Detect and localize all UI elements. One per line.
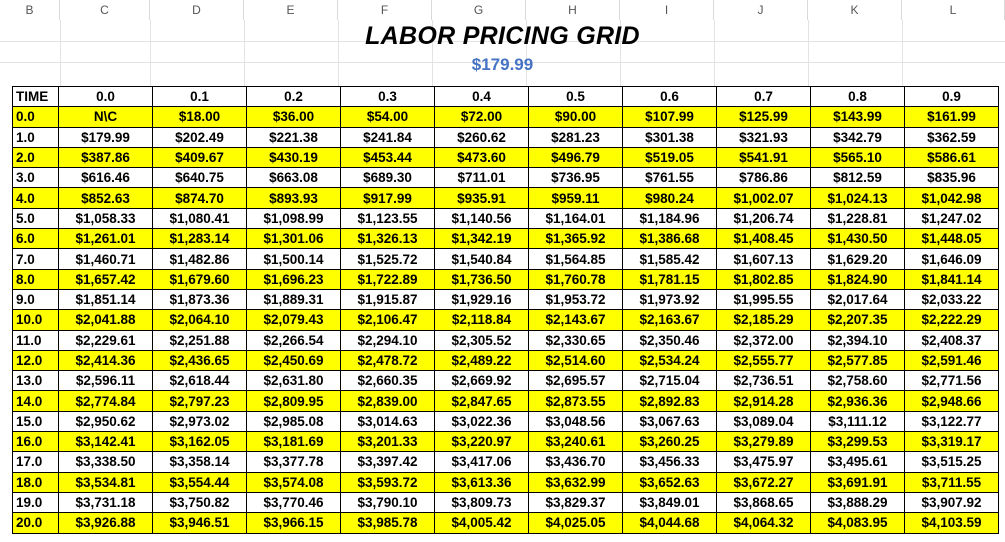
time-cell[interactable]: 4.0: [13, 188, 59, 208]
price-cell[interactable]: $2,534.24: [623, 350, 717, 370]
price-cell[interactable]: $3,632.99: [529, 472, 623, 492]
price-cell[interactable]: $980.24: [623, 188, 717, 208]
column-letter-g[interactable]: G: [432, 0, 526, 20]
time-cell[interactable]: 20.0: [13, 513, 59, 533]
price-cell[interactable]: $519.05: [623, 147, 717, 167]
table-row: [13, 147, 999, 167]
price-cell[interactable]: $1,607.13: [717, 249, 811, 269]
price-cell[interactable]: $2,736.51: [717, 371, 811, 391]
price-cell[interactable]: $1,184.96: [623, 208, 717, 228]
price-cell[interactable]: $1,679.60: [153, 269, 247, 289]
price-cell[interactable]: $321.93: [717, 127, 811, 147]
price-cell[interactable]: $3,613.36: [435, 472, 529, 492]
column-letter-h[interactable]: H: [526, 0, 620, 20]
price-cell[interactable]: $2,266.54: [247, 330, 341, 350]
price-cell[interactable]: $2,695.57: [529, 371, 623, 391]
price-cell[interactable]: $2,143.67: [529, 310, 623, 330]
price-cell[interactable]: $1,824.90: [811, 269, 905, 289]
table-row: [13, 310, 999, 330]
price-cell[interactable]: $3,809.73: [435, 492, 529, 512]
table-row: [13, 188, 999, 208]
price-cell[interactable]: $4,064.32: [717, 513, 811, 533]
price-cell[interactable]: $2,618.44: [153, 371, 247, 391]
table-row: [13, 107, 999, 127]
price-cell[interactable]: $2,041.88: [59, 310, 153, 330]
price-cell[interactable]: $3,534.81: [59, 472, 153, 492]
price-cell[interactable]: $3,022.36: [435, 411, 529, 431]
price-cell[interactable]: $711.01: [435, 168, 529, 188]
table-row: [13, 229, 999, 249]
price-cell[interactable]: $1,342.19: [435, 229, 529, 249]
price-cell[interactable]: $2,033.22: [905, 289, 999, 309]
price-cell[interactable]: $3,436.70: [529, 452, 623, 472]
price-cell[interactable]: $3,888.29: [811, 492, 905, 512]
price-cell[interactable]: $1,301.06: [247, 229, 341, 249]
price-cell[interactable]: $586.61: [905, 147, 999, 167]
price-cell[interactable]: $1,973.92: [623, 289, 717, 309]
price-cell[interactable]: $2,106.47: [341, 310, 435, 330]
price-cell[interactable]: $3,711.55: [905, 472, 999, 492]
price-cell[interactable]: $812.59: [811, 168, 905, 188]
price-cell[interactable]: $3,142.41: [59, 432, 153, 452]
price-cell[interactable]: $179.99: [59, 127, 153, 147]
price-cell[interactable]: $1,283.14: [153, 229, 247, 249]
price-cell[interactable]: $2,873.55: [529, 391, 623, 411]
price-cell[interactable]: $3,048.56: [529, 411, 623, 431]
price-cell[interactable]: $917.99: [341, 188, 435, 208]
table-row: [13, 492, 999, 512]
price-cell[interactable]: $387.86: [59, 147, 153, 167]
price-cell[interactable]: $241.84: [341, 127, 435, 147]
base-rate: $179.99: [471, 55, 534, 74]
price-cell[interactable]: $3,417.06: [435, 452, 529, 472]
price-cell[interactable]: $2,064.10: [153, 310, 247, 330]
price-cell[interactable]: $3,111.12: [811, 411, 905, 431]
tenth-header[interactable]: 0.4: [435, 87, 529, 107]
price-cell[interactable]: $1,696.23: [247, 269, 341, 289]
price-cell[interactable]: $202.49: [153, 127, 247, 147]
price-cell[interactable]: $2,555.77: [717, 350, 811, 370]
time-cell[interactable]: 0.0: [13, 107, 59, 127]
price-cell[interactable]: $54.00: [341, 107, 435, 127]
price-cell[interactable]: $1,841.14: [905, 269, 999, 289]
price-cell[interactable]: $3,926.88: [59, 513, 153, 533]
price-cell[interactable]: $3,731.18: [59, 492, 153, 512]
price-cell[interactable]: $362.59: [905, 127, 999, 147]
time-cell[interactable]: 12.0: [13, 350, 59, 370]
time-cell[interactable]: 18.0: [13, 472, 59, 492]
price-cell[interactable]: $3,181.69: [247, 432, 341, 452]
table-row: [13, 168, 999, 188]
price-cell[interactable]: $2,847.65: [435, 391, 529, 411]
price-cell[interactable]: $1,781.15: [623, 269, 717, 289]
column-letter-d[interactable]: D: [150, 0, 244, 20]
price-cell[interactable]: $1,460.71: [59, 249, 153, 269]
time-cell[interactable]: 16.0: [13, 432, 59, 452]
price-cell[interactable]: $473.60: [435, 147, 529, 167]
price-cell[interactable]: $1,408.45: [717, 229, 811, 249]
time-cell[interactable]: 9.0: [13, 289, 59, 309]
price-cell[interactable]: $1,164.01: [529, 208, 623, 228]
price-cell[interactable]: $2,450.69: [247, 350, 341, 370]
price-cell[interactable]: $2,809.95: [247, 391, 341, 411]
price-cell[interactable]: $2,118.84: [435, 310, 529, 330]
price-cell[interactable]: $3,593.72: [341, 472, 435, 492]
time-cell[interactable]: 13.0: [13, 371, 59, 391]
tenth-header[interactable]: 0.8: [811, 87, 905, 107]
column-letter-f[interactable]: F: [338, 0, 432, 20]
price-cell[interactable]: $3,574.08: [247, 472, 341, 492]
price-cell[interactable]: $2,758.60: [811, 371, 905, 391]
price-cell[interactable]: $1,802.85: [717, 269, 811, 289]
price-cell[interactable]: $1,736.50: [435, 269, 529, 289]
price-cell[interactable]: $90.00: [529, 107, 623, 127]
table-row: [13, 391, 999, 411]
column-header-bar: [0, 0, 1005, 21]
table-row: [13, 513, 999, 533]
price-cell[interactable]: $2,914.28: [717, 391, 811, 411]
price-cell[interactable]: $2,294.10: [341, 330, 435, 350]
price-cell[interactable]: $874.70: [153, 188, 247, 208]
price-cell[interactable]: $1,953.72: [529, 289, 623, 309]
price-cell[interactable]: $3,946.51: [153, 513, 247, 533]
price-cell[interactable]: $2,330.65: [529, 330, 623, 350]
price-cell[interactable]: $786.86: [717, 168, 811, 188]
tenth-header[interactable]: 0.7: [717, 87, 811, 107]
price-cell[interactable]: $689.30: [341, 168, 435, 188]
price-cell[interactable]: $2,892.83: [623, 391, 717, 411]
price-cell[interactable]: $2,771.56: [905, 371, 999, 391]
price-cell[interactable]: $565.10: [811, 147, 905, 167]
tenth-header[interactable]: 0.3: [341, 87, 435, 107]
price-cell[interactable]: $2,591.46: [905, 350, 999, 370]
price-cell[interactable]: $2,163.67: [623, 310, 717, 330]
price-cell[interactable]: $2,936.36: [811, 391, 905, 411]
column-letter-e[interactable]: E: [244, 0, 338, 20]
price-cell[interactable]: $3,966.15: [247, 513, 341, 533]
price-cell[interactable]: $2,715.04: [623, 371, 717, 391]
price-cell[interactable]: $3,377.78: [247, 452, 341, 472]
price-cell[interactable]: $3,162.05: [153, 432, 247, 452]
price-cell[interactable]: $2,079.43: [247, 310, 341, 330]
time-cell[interactable]: 17.0: [13, 452, 59, 472]
price-cell[interactable]: $1,326.13: [341, 229, 435, 249]
price-cell[interactable]: $4,044.68: [623, 513, 717, 533]
price-cell[interactable]: $143.99: [811, 107, 905, 127]
price-cell[interactable]: $3,907.92: [905, 492, 999, 512]
price-cell[interactable]: $1,002.07: [717, 188, 811, 208]
price-cell[interactable]: $1,646.09: [905, 249, 999, 269]
table-row: [13, 330, 999, 350]
price-cell[interactable]: $1,098.99: [247, 208, 341, 228]
price-cell[interactable]: $3,829.37: [529, 492, 623, 512]
price-cell[interactable]: $3,067.63: [623, 411, 717, 431]
column-letter-l[interactable]: L: [902, 0, 1005, 20]
price-cell[interactable]: $2,660.35: [341, 371, 435, 391]
header-row: [13, 87, 999, 107]
price-cell[interactable]: $107.99: [623, 107, 717, 127]
table-row: [13, 452, 999, 472]
price-cell[interactable]: $3,299.53: [811, 432, 905, 452]
tenth-header[interactable]: 0.1: [153, 87, 247, 107]
tenth-header[interactable]: 0.0: [59, 87, 153, 107]
price-cell[interactable]: $1,206.74: [717, 208, 811, 228]
price-cell[interactable]: $663.08: [247, 168, 341, 188]
price-cell[interactable]: $2,017.64: [811, 289, 905, 309]
table-row: [13, 432, 999, 452]
price-cell[interactable]: $1,247.02: [905, 208, 999, 228]
price-cell[interactable]: $3,691.91: [811, 472, 905, 492]
price-cell[interactable]: $959.11: [529, 188, 623, 208]
price-cell[interactable]: $3,338.50: [59, 452, 153, 472]
table-row: [13, 269, 999, 289]
price-cell[interactable]: $1,123.55: [341, 208, 435, 228]
time-cell[interactable]: 2.0: [13, 147, 59, 167]
price-cell[interactable]: $2,207.35: [811, 310, 905, 330]
price-cell[interactable]: $3,652.63: [623, 472, 717, 492]
price-cell[interactable]: $2,394.10: [811, 330, 905, 350]
price-cell[interactable]: $2,478.72: [341, 350, 435, 370]
price-cell[interactable]: $125.99: [717, 107, 811, 127]
price-cell[interactable]: $893.93: [247, 188, 341, 208]
table-row: [13, 472, 999, 492]
price-cell[interactable]: $4,103.59: [905, 513, 999, 533]
table-row: [13, 350, 999, 370]
price-cell[interactable]: N\C: [59, 107, 153, 127]
time-cell[interactable]: 1.0: [13, 127, 59, 147]
price-cell[interactable]: $4,083.95: [811, 513, 905, 533]
table-row: [13, 371, 999, 391]
price-cell[interactable]: $2,774.84: [59, 391, 153, 411]
price-cell[interactable]: $1,500.14: [247, 249, 341, 269]
price-cell[interactable]: $2,251.88: [153, 330, 247, 350]
price-cell[interactable]: $1,873.36: [153, 289, 247, 309]
column-letter-j[interactable]: J: [714, 0, 808, 20]
price-cell[interactable]: $3,014.63: [341, 411, 435, 431]
price-cell[interactable]: $453.44: [341, 147, 435, 167]
time-header[interactable]: TIME: [13, 87, 59, 107]
column-letter-b[interactable]: B: [0, 0, 60, 20]
price-cell[interactable]: $1,585.42: [623, 249, 717, 269]
table-row: [13, 249, 999, 269]
time-cell[interactable]: 7.0: [13, 249, 59, 269]
price-cell[interactable]: $2,948.66: [905, 391, 999, 411]
price-cell[interactable]: $1,995.55: [717, 289, 811, 309]
price-cell[interactable]: $4,005.42: [435, 513, 529, 533]
price-cell[interactable]: $2,305.52: [435, 330, 529, 350]
price-cell[interactable]: $2,436.65: [153, 350, 247, 370]
price-cell[interactable]: $3,456.33: [623, 452, 717, 472]
price-cell[interactable]: $2,950.62: [59, 411, 153, 431]
column-letter-c[interactable]: C: [60, 0, 150, 20]
labor-pricing-table: [12, 86, 999, 534]
price-cell[interactable]: $2,185.29: [717, 310, 811, 330]
price-cell[interactable]: $1,024.13: [811, 188, 905, 208]
price-cell[interactable]: $736.95: [529, 168, 623, 188]
price-cell[interactable]: $3,201.33: [341, 432, 435, 452]
price-cell[interactable]: $2,229.61: [59, 330, 153, 350]
price-cell[interactable]: $3,790.10: [341, 492, 435, 512]
time-cell[interactable]: 8.0: [13, 269, 59, 289]
price-cell[interactable]: $835.96: [905, 168, 999, 188]
price-cell[interactable]: $2,669.92: [435, 371, 529, 391]
tenth-header[interactable]: 0.5: [529, 87, 623, 107]
price-cell[interactable]: $3,358.14: [153, 452, 247, 472]
price-cell[interactable]: $640.75: [153, 168, 247, 188]
price-cell[interactable]: $260.62: [435, 127, 529, 147]
price-cell[interactable]: $1,042.98: [905, 188, 999, 208]
price-cell[interactable]: $342.79: [811, 127, 905, 147]
price-cell[interactable]: $1,657.42: [59, 269, 153, 289]
price-cell[interactable]: $1,058.33: [59, 208, 153, 228]
price-cell[interactable]: $2,350.46: [623, 330, 717, 350]
price-cell[interactable]: $1,261.01: [59, 229, 153, 249]
price-cell[interactable]: $1,482.86: [153, 249, 247, 269]
price-cell[interactable]: $72.00: [435, 107, 529, 127]
time-cell[interactable]: 6.0: [13, 229, 59, 249]
price-cell[interactable]: $1,722.89: [341, 269, 435, 289]
price-cell[interactable]: $3,397.42: [341, 452, 435, 472]
price-cell[interactable]: $1,430.50: [811, 229, 905, 249]
price-cell[interactable]: $3,515.25: [905, 452, 999, 472]
price-cell[interactable]: $1,386.68: [623, 229, 717, 249]
price-cell[interactable]: $2,577.85: [811, 350, 905, 370]
price-cell[interactable]: $301.38: [623, 127, 717, 147]
tenth-header[interactable]: 0.2: [247, 87, 341, 107]
time-cell[interactable]: 19.0: [13, 492, 59, 512]
price-cell[interactable]: $1,929.16: [435, 289, 529, 309]
price-cell[interactable]: $3,122.77: [905, 411, 999, 431]
price-cell[interactable]: $3,495.61: [811, 452, 905, 472]
price-cell[interactable]: $3,868.65: [717, 492, 811, 512]
price-cell[interactable]: $430.19: [247, 147, 341, 167]
price-cell[interactable]: $2,372.00: [717, 330, 811, 350]
price-cell[interactable]: $281.23: [529, 127, 623, 147]
price-cell[interactable]: $36.00: [247, 107, 341, 127]
price-cell[interactable]: $2,489.22: [435, 350, 529, 370]
price-cell[interactable]: $541.91: [717, 147, 811, 167]
price-cell[interactable]: $2,514.60: [529, 350, 623, 370]
time-cell[interactable]: 15.0: [13, 411, 59, 431]
price-cell[interactable]: $852.63: [59, 188, 153, 208]
price-cell[interactable]: $1,889.31: [247, 289, 341, 309]
price-cell[interactable]: $761.55: [623, 168, 717, 188]
price-cell[interactable]: $935.91: [435, 188, 529, 208]
price-cell[interactable]: $3,260.25: [623, 432, 717, 452]
price-cell[interactable]: $1,540.84: [435, 249, 529, 269]
price-cell[interactable]: $409.67: [153, 147, 247, 167]
price-cell[interactable]: $18.00: [153, 107, 247, 127]
price-cell[interactable]: $1,629.20: [811, 249, 905, 269]
price-cell[interactable]: $3,220.97: [435, 432, 529, 452]
price-cell[interactable]: $2,985.08: [247, 411, 341, 431]
price-cell[interactable]: $3,554.44: [153, 472, 247, 492]
sheet-title: LABOR PRICING GRID: [365, 22, 640, 50]
table-row: [13, 411, 999, 431]
price-cell[interactable]: $2,839.00: [341, 391, 435, 411]
tenth-header[interactable]: 0.6: [623, 87, 717, 107]
price-cell[interactable]: $1,760.78: [529, 269, 623, 289]
price-cell[interactable]: $3,319.17: [905, 432, 999, 452]
price-cell[interactable]: $496.79: [529, 147, 623, 167]
price-cell[interactable]: $1,915.87: [341, 289, 435, 309]
price-cell[interactable]: $2,596.11: [59, 371, 153, 391]
price-cell[interactable]: $3,849.01: [623, 492, 717, 512]
time-cell[interactable]: 10.0: [13, 310, 59, 330]
price-cell[interactable]: $3,279.89: [717, 432, 811, 452]
price-cell[interactable]: $1,525.72: [341, 249, 435, 269]
price-cell[interactable]: $1,365.92: [529, 229, 623, 249]
price-cell[interactable]: $1,448.05: [905, 229, 999, 249]
price-cell[interactable]: $2,414.36: [59, 350, 153, 370]
time-cell[interactable]: 14.0: [13, 391, 59, 411]
price-cell[interactable]: $2,408.37: [905, 330, 999, 350]
table-row: [13, 289, 999, 309]
price-cell[interactable]: $1,080.41: [153, 208, 247, 228]
price-cell[interactable]: $2,631.80: [247, 371, 341, 391]
price-cell[interactable]: $1,564.85: [529, 249, 623, 269]
table-row: [13, 127, 999, 147]
column-letter-i[interactable]: I: [620, 0, 714, 20]
price-cell[interactable]: $3,475.97: [717, 452, 811, 472]
price-cell[interactable]: $2,973.02: [153, 411, 247, 431]
price-cell[interactable]: $1,228.81: [811, 208, 905, 228]
time-cell[interactable]: 3.0: [13, 168, 59, 188]
price-cell[interactable]: $1,140.56: [435, 208, 529, 228]
price-cell[interactable]: $3,750.82: [153, 492, 247, 512]
price-cell[interactable]: $1,851.14: [59, 289, 153, 309]
table-row: [13, 208, 999, 228]
price-cell[interactable]: $161.99: [905, 107, 999, 127]
price-cell[interactable]: $2,797.23: [153, 391, 247, 411]
price-cell[interactable]: $3,985.78: [341, 513, 435, 533]
price-cell[interactable]: $3,240.61: [529, 432, 623, 452]
price-cell[interactable]: $221.38: [247, 127, 341, 147]
price-cell[interactable]: $2,222.29: [905, 310, 999, 330]
time-cell[interactable]: 5.0: [13, 208, 59, 228]
time-cell[interactable]: 11.0: [13, 330, 59, 350]
price-cell[interactable]: $3,089.04: [717, 411, 811, 431]
tenth-header[interactable]: 0.9: [905, 87, 999, 107]
price-cell[interactable]: $3,770.46: [247, 492, 341, 512]
column-letter-k[interactable]: K: [808, 0, 902, 20]
price-cell[interactable]: $4,025.05: [529, 513, 623, 533]
price-cell[interactable]: $3,672.27: [717, 472, 811, 492]
price-cell[interactable]: $616.46: [59, 168, 153, 188]
